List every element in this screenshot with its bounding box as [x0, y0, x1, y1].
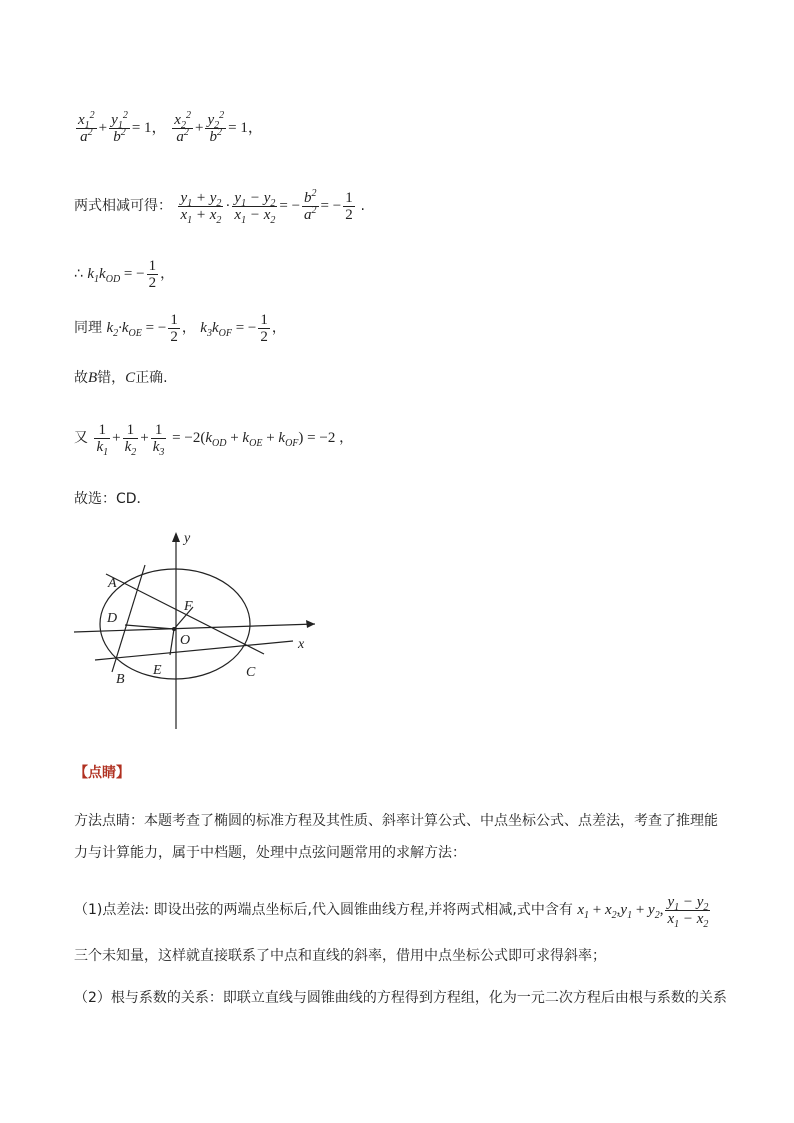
chord-bc [95, 641, 293, 660]
label-x: x [298, 637, 305, 652]
label-y: y [184, 531, 191, 546]
label-f: F [184, 599, 193, 614]
method-2-line: （2）根与系数的关系：即联立直线与圆锥曲线的方程得到方程组，化为一元二次方程后由根与系数的关系 [74, 990, 727, 1006]
reciprocal-sum-line: 又 $\frac{1}{k_1}$ + $\frac{1}{k_2}$ + $\frac{1}{k_3}$ = $-2(k_{OD} + k_{OE} + k_{OF}) = -2$ ， [74, 422, 354, 458]
commentary-summary: 方法点睛：本题考查了椭圆的标准方程及其性质、斜率计算公式、中点坐标公式、点差法，考查了推理能力与计算能力，属于中档题，处理中点弦问题常用的求解方法： [74, 813, 718, 861]
segment-od [125, 625, 174, 629]
similarly-line: 同理 $k_2\cdot k_{OE}$ = − $\frac{1}{2}$ ， $k_3k_{OF}$ = − $\frac{1}{2}$ ， [74, 312, 286, 345]
ellipse-equations: $\frac{x_1^2}{a^2}$ + $\frac{y_1^2}{b^2}$ = 1， $\frac{x_2^2}{a^2}$ + $\frac{y_2^2}{b^2}$ = 1， [78, 110, 263, 145]
origin-point [172, 627, 176, 631]
conclusion-line: 故B错，C正确. [74, 370, 168, 386]
x-axis-arrow [306, 620, 315, 628]
answer-line: 故选：CD． [74, 491, 151, 507]
label-d: D [107, 611, 118, 626]
ellipse-curve [100, 569, 250, 679]
segment-oe [170, 629, 174, 655]
label-b: B [116, 672, 125, 687]
y-axis-arrow [172, 532, 180, 542]
therefore-line: ∴ $k_1k_{OD}$ = − $\frac{1}{2}$ ， [74, 258, 175, 291]
subtraction-line: 两式相减可得： $\frac{y_1 + y_2}{x_1 + x_2}$ · $\frac{y_1 - y_2}{x_1 - x_2}$ = − $\frac{b^2}{a^2}$ = − $\frac{1}{2}$ . [74, 188, 365, 226]
label-o: O [180, 633, 191, 648]
commentary-heading: 【点睛】 [74, 765, 130, 781]
ellipse-figure [70, 522, 340, 737]
method-1-continued: 三个未知量，这样就直接联系了中点和直线的斜率，借用中点坐标公式即可求得斜率； [74, 948, 606, 964]
label-c: C [246, 665, 256, 680]
label-e: E [153, 663, 162, 678]
method-1-line: （1)点差法: 即设出弦的两端点坐标后,代入圆锥曲线方程,并将两式相减,式中含有 $x_1 + x_2,y_1 + y_2$, $\frac{y_1 - y_2}{x_1 - x_2}$ [74, 894, 709, 930]
label-a: A [108, 576, 117, 591]
